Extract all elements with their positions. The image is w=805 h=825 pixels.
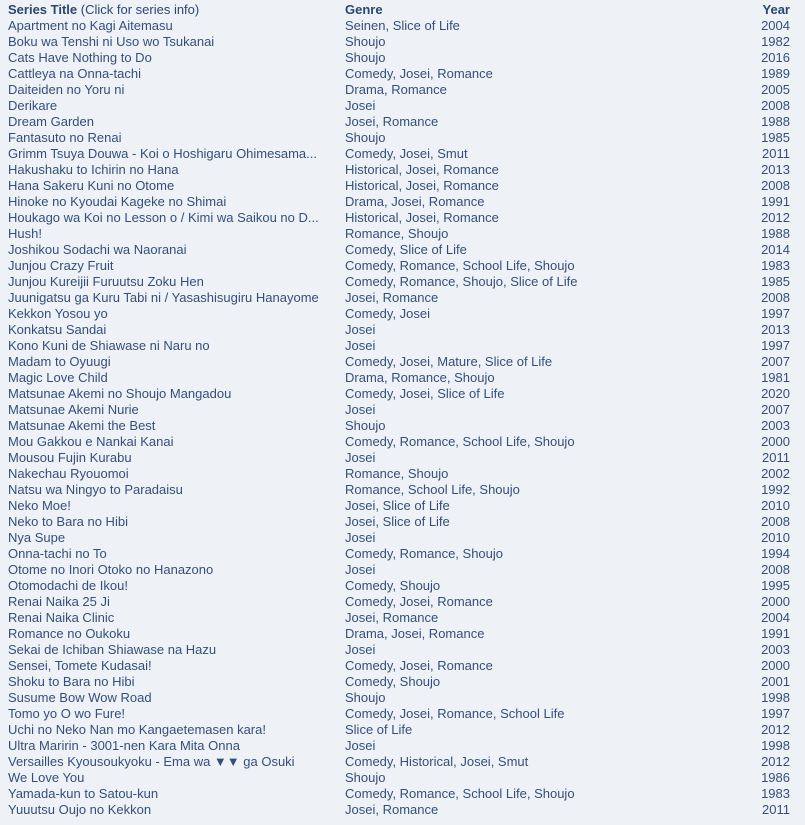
series-year: 1997 [761,338,790,353]
table-row [8,290,790,306]
series-title-link[interactable]: Yamada-kun to Satou-kun [8,786,159,801]
series-title-link[interactable]: Otome no Inori Otoko no Hanazono [8,562,214,577]
series-genre: Drama, Josei, Romance [345,626,485,641]
series-year: 2002 [761,466,790,481]
table-row [8,130,790,146]
series-title-link[interactable]: Romance no Oukoku [8,626,131,641]
series-genre: Comedy, Romance, School Life, Shoujo [345,786,575,801]
table-row [8,114,790,130]
series-year: 2011 [762,450,790,465]
series-year: 2011 [762,146,790,161]
table-row [8,786,790,802]
series-genre: Shoujo [345,418,386,433]
series-genre: Josei [345,562,376,577]
series-genre: Josei [345,450,376,465]
table-row [8,562,790,578]
series-genre: Josei [345,738,376,753]
series-genre: Comedy, Josei, Mature, Slice of Life [345,354,553,369]
series-year: 2007 [761,354,790,369]
series-year: 1981 [761,370,790,385]
series-title-link[interactable]: Kekkon Yosou yo [8,306,108,321]
series-genre: Comedy, Romance, Shoujo, Slice of Life [345,274,578,289]
series-year: 1998 [761,690,790,705]
series-year: 2012 [761,210,790,225]
series-title-link[interactable]: Mousou Fujin Kurabu [8,450,132,465]
table-row [8,354,790,370]
series-title-link[interactable]: Yuuutsu Oujo no Kekkon [8,802,152,817]
series-genre: Josei [345,402,376,417]
table-row [8,386,790,402]
table-row [8,610,790,626]
series-genre: Romance, Shoujo [345,466,449,481]
series-year: 1997 [761,306,790,321]
series-genre: Drama, Romance, Shoujo [345,370,495,385]
table-row [8,306,790,322]
series-genre: Josei [345,98,376,113]
series-year: 2020 [761,386,790,401]
series-genre: Josei, Slice of Life [345,498,450,513]
series-title-link[interactable]: Shoku to Bara no Hibi [8,674,135,689]
column-header-title [8,2,345,18]
series-year: 1985 [761,130,790,145]
table-row [8,546,790,562]
series-year: 1988 [761,226,790,241]
column-header-genre: Genre [345,2,383,17]
series-title-link[interactable]: Kono Kuni de Shiawase ni Naru no [8,338,210,353]
series-title-link[interactable]: Matsunae Akemi Nurie [8,402,139,417]
table-row [8,258,790,274]
series-year: 1991 [761,626,790,641]
series-genre: Josei [345,530,376,545]
table-row [8,242,790,258]
series-title-link[interactable]: Grimm Tsuya Douwa - Koi o Hoshigaru Ohimesama... [8,146,317,161]
series-genre: Josei [345,322,376,337]
series-title-link[interactable]: Renai Naika 25 Ji [8,594,110,609]
table-row [8,194,790,210]
series-title-link[interactable]: Fantasuto no Renai [8,130,122,145]
series-year: 2004 [761,18,790,33]
table-row [8,674,790,690]
series-genre: Comedy, Josei, Romance [345,66,493,81]
series-genre: Historical, Josei, Romance [345,210,499,225]
series-year: 1998 [761,738,790,753]
series-genre: Shoujo [345,690,386,705]
table-row [8,466,790,482]
table-row [8,146,790,162]
series-genre: Romance, Shoujo [345,226,449,241]
series-title-link[interactable]: Renai Naika Clinic [8,610,115,625]
table-row [8,578,790,594]
table-body [8,18,790,818]
series-title-link[interactable]: Onna-tachi no To [8,546,107,561]
series-genre: Comedy, Josei [345,306,431,321]
series-genre: Josei, Slice of Life [345,514,450,529]
table-row [8,754,790,770]
table-row [8,722,790,738]
series-title-link[interactable]: Houkago wa Koi no Lesson o / Kimi wa Saikou no D... [8,210,319,225]
series-year: 1983 [761,258,790,273]
series-title-link[interactable]: Junjou Crazy Fruit [8,258,114,273]
series-genre: Shoujo [345,34,386,49]
table-row [8,530,790,546]
table-row [8,402,790,418]
table-row [8,498,790,514]
series-title-link[interactable]: Hinoke no Kyoudai Kageke no Shimai [8,194,227,209]
series-genre: Comedy, Shoujo [345,674,441,689]
series-year: 1986 [761,770,790,785]
series-genre: Shoujo [345,50,386,65]
series-genre: Comedy, Shoujo [345,578,441,593]
table-row [8,434,790,450]
table-row [8,642,790,658]
series-genre: Josei, Romance [345,802,439,817]
series-year: 2008 [761,514,790,529]
table-row [8,98,790,114]
series-genre: Historical, Josei, Romance [345,178,499,193]
series-title-link[interactable]: Nakechau Ryouomoi [8,466,129,481]
series-title-link[interactable]: Versailles Kyousoukyoku - Ema wa ▼▼ ga Osuki [8,754,295,769]
series-title-link[interactable]: Matsunae Akemi the Best [8,418,156,433]
series-year: 2008 [761,290,790,305]
series-year: 1983 [761,786,790,801]
series-year: 2008 [761,98,790,113]
series-year: 2012 [761,754,790,769]
table-header-row [8,2,790,18]
table-row [8,770,790,786]
table-row [8,82,790,98]
series-title-link[interactable]: Neko Moe! [8,498,71,513]
series-year: 1991 [761,194,790,209]
series-genre: Shoujo [345,130,386,145]
series-genre: Josei, Romance [345,114,439,129]
column-header-year: Year [762,2,790,17]
series-title-link[interactable]: Otomodachi de Ikou! [8,578,128,593]
series-year: 1997 [761,706,790,721]
series-title-link[interactable]: Hush! [8,226,42,241]
series-title-link[interactable]: Boku wa Tenshi ni Uso wo Tsukanai [8,34,215,49]
series-year: 2013 [761,162,790,177]
table-row [8,370,790,386]
series-title-link[interactable]: Cattleya na Onna-tachi [8,66,141,81]
series-genre: Josei, Romance [345,290,439,305]
series-title-link[interactable]: Dream Garden [8,114,94,129]
series-year: 1985 [761,274,790,289]
table-row [8,594,790,610]
series-title-link[interactable]: We Love You [8,770,85,785]
series-year: 2005 [761,82,790,97]
series-year: 1995 [761,578,790,593]
series-title-link[interactable]: Natsu wa Ningyo to Paradaisu [8,482,183,497]
series-title-link[interactable]: Juunigatsu ga Kuru Tabi ni / Yasashisugiru Hanayome [8,290,319,305]
series-genre: Comedy, Romance, Shoujo [345,546,504,561]
series-title-link[interactable]: Daiteiden no Yoru ni [8,82,125,97]
table-row [8,34,790,50]
series-title-link[interactable]: Susume Bow Wow Road [8,690,152,705]
column-header-title-label: Series Title [8,2,78,17]
series-title-link[interactable]: Mou Gakkou e Nankai Kanai [8,434,174,449]
series-title-link[interactable]: Konkatsu Sandai [8,322,107,337]
series-title-link[interactable]: Hakushaku to Ichirin no Hana [8,162,179,177]
series-title-link[interactable]: Sensei, Tomete Kudasai! [8,658,152,673]
table-row [8,162,790,178]
series-genre: Comedy, Josei, Slice of Life [345,386,505,401]
series-year: 2014 [761,242,790,257]
series-genre: Comedy, Historical, Josei, Smut [345,754,529,769]
series-title-link[interactable]: Apartment no Kagi Aitemasu [8,18,173,33]
series-year: 2011 [762,802,790,817]
series-table [8,2,790,818]
table-row [8,226,790,242]
series-genre: Comedy, Romance, School Life, Shoujo [345,258,575,273]
series-genre: Drama, Romance [345,82,447,97]
series-year: 2008 [761,562,790,577]
table-row [8,706,790,722]
series-title-link[interactable]: Magic Love Child [8,370,108,385]
table-row [8,322,790,338]
series-title-link[interactable]: Uchi no Neko Nan mo Kangaetemasen kara! [8,722,266,737]
series-genre: Shoujo [345,770,386,785]
series-title-link[interactable]: Nya Supe [8,530,66,545]
series-title-link[interactable]: Ultra Maririn - 3001-nen Kara Mita Onna [8,738,240,753]
table-row [8,482,790,498]
series-year: 1994 [761,546,790,561]
series-genre: Drama, Josei, Romance [345,194,485,209]
series-title-link[interactable]: Joshikou Sodachi wa Naoranai [8,242,187,257]
series-title-link[interactable]: Derikare [8,98,58,113]
series-genre: Seinen, Slice of Life [345,18,460,33]
series-year: 2000 [761,594,790,609]
series-genre: Historical, Josei, Romance [345,162,499,177]
series-year: 2003 [761,418,790,433]
series-genre: Comedy, Josei, Smut [345,146,468,161]
series-year: 1992 [761,482,790,497]
series-year: 2010 [761,498,790,513]
series-year: 2016 [761,50,790,65]
series-genre: Romance, School Life, Shoujo [345,482,520,497]
table-row [8,274,790,290]
series-genre: Comedy, Josei, Romance, School Life [345,706,565,721]
table-row [8,210,790,226]
series-year: 2003 [761,642,790,657]
series-genre: Comedy, Romance, School Life, Shoujo [345,434,575,449]
series-year: 2000 [761,658,790,673]
series-year: 2007 [761,402,790,417]
series-year: 2012 [761,722,790,737]
series-genre: Josei, Romance [345,610,439,625]
series-genre: Josei [345,338,376,353]
series-year: 2000 [761,434,790,449]
series-title-link[interactable]: Cats Have Nothing to Do [8,50,152,65]
series-year: 2004 [761,610,790,625]
table-row [8,658,790,674]
table-row [8,66,790,82]
series-genre: Comedy, Josei, Romance [345,658,493,673]
series-year: 1988 [761,114,790,129]
series-year: 2013 [761,322,790,337]
table-row [8,178,790,194]
table-row [8,450,790,466]
series-year: 2001 [761,674,790,689]
series-year: 1982 [761,34,790,49]
table-row [8,338,790,354]
table-row [8,802,790,818]
table-row [8,18,790,34]
series-year: 2008 [761,178,790,193]
table-row [8,738,790,754]
series-genre: Josei [345,642,376,657]
table-row [8,50,790,66]
series-title-link[interactable]: Madam to Oyuugi [8,354,111,369]
series-title-link[interactable]: Matsunae Akemi no Shoujo Mangadou [8,386,232,401]
series-genre: Comedy, Josei, Romance [345,594,493,609]
series-year: 1989 [761,66,790,81]
table-row [8,690,790,706]
column-header-title-hint: (Click for series info) [80,2,200,17]
table-row [8,418,790,434]
series-title-link[interactable]: Neko to Bara no Hibi [8,514,128,529]
series-title-link[interactable]: Sekai de Ichiban Shiawase na Hazu [8,642,217,657]
series-genre: Slice of Life [345,722,413,737]
series-title-link[interactable]: Hana Sakeru Kuni no Otome [8,178,175,193]
series-genre: Comedy, Slice of Life [345,242,467,257]
table-row [8,626,790,642]
series-title-link[interactable]: Junjou Kureijii Furuutsu Zoku Hen [8,274,204,289]
series-title-link[interactable]: Tomo yo O wo Fure! [8,706,126,721]
table-row [8,514,790,530]
series-year: 2010 [761,530,790,545]
